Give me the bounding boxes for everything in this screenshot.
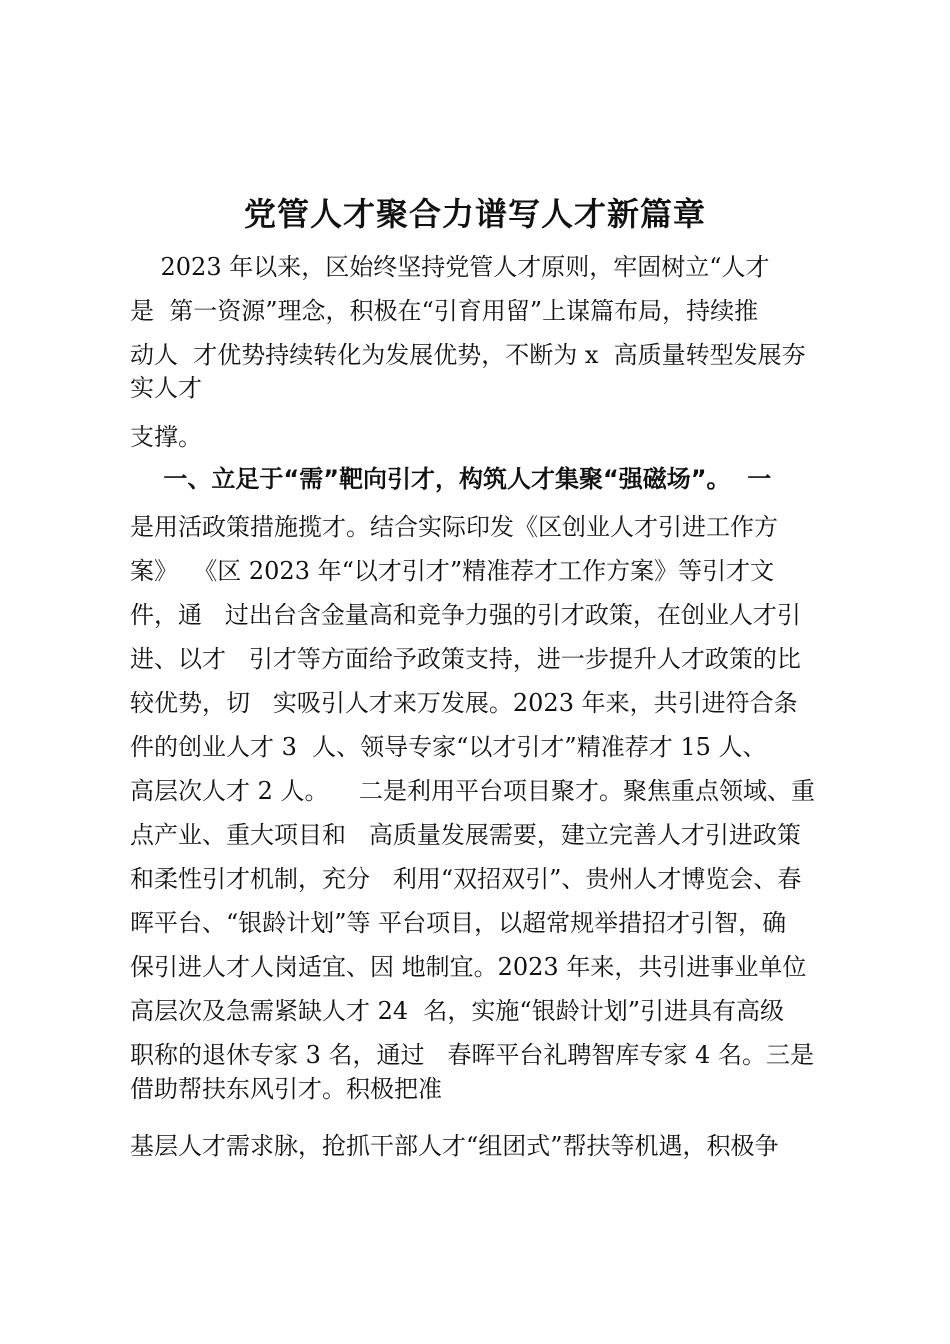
body-line: 件，通 过出台含金量高和竞争力强的引才政策，在创业人才引 — [130, 601, 801, 629]
body-line: 较优势，切 实吸引人才来万发展。2023 年来，共引进符合条 — [130, 689, 798, 717]
body-line: 动人 才优势持续转化为发展优势，不断为 x 高质量转型发展夯 — [130, 341, 806, 369]
body-line: 是 第一资源”理念，积极在“引育用留”上谋篇布局，持续推 — [130, 297, 759, 325]
body-line: 高层次人才 2 人。 二是利用平台项目聚才。聚焦重点领域、重 — [130, 777, 816, 805]
body-line: 进、以才 引才等方面给予政策支持，进一步提升人才政策的比 — [130, 645, 801, 673]
body-line: 是用活政策措施揽才。结合实际印发《区创业人才引进工作方 — [130, 513, 778, 541]
body-line: 晖平台、“银龄计划”等 平台项目，以超常规举措招才引智，确 — [130, 909, 787, 937]
body-line: 和柔性引才机制，充分 利用“双招双引”、贵州人才博览会、春 — [130, 865, 802, 893]
body-line: 基层人才需求脉，抢抓干部人才“组团式”帮扶等机遇，积极争 — [130, 1132, 779, 1160]
body-line: 借助帮扶东风引才。积极把准 — [130, 1075, 442, 1103]
body-line: 保引进人才人岗适宜、因 地制宜。2023 年来，共引进事业单位 — [130, 953, 807, 981]
body-line: 支撑。 — [130, 423, 202, 451]
section-heading: 一、立足于“需”靶向引才，构筑人才集聚“强磁场”。 一 — [130, 465, 772, 493]
body-line: 件的创业人才 3 人、领导专家“以才引才”精准荐才 15 人、 — [130, 733, 767, 761]
body-line: 点产业、重大项目和 高质量发展需要，建立完善人才引进政策 — [130, 821, 801, 849]
body-line: 高层次及急需紧缺人才 24 名，实施“银龄计划”引进具有高级 — [130, 997, 784, 1025]
body-line: 案》 《区 2023 年“以才引才”精准荐才工作方案》等引才文 — [130, 557, 775, 585]
body-line: 实人才 — [130, 374, 202, 402]
body-line: 职称的退休专家 3 名，通过 春晖平台礼聘智库专家 4 名。三是 — [130, 1041, 814, 1069]
document-title: 党管人才聚合力谱写人才新篇章 — [243, 195, 706, 233]
body-line: 2023 年以来，区始终坚持党管人才原则，牢固树立“人才 — [130, 253, 770, 281]
